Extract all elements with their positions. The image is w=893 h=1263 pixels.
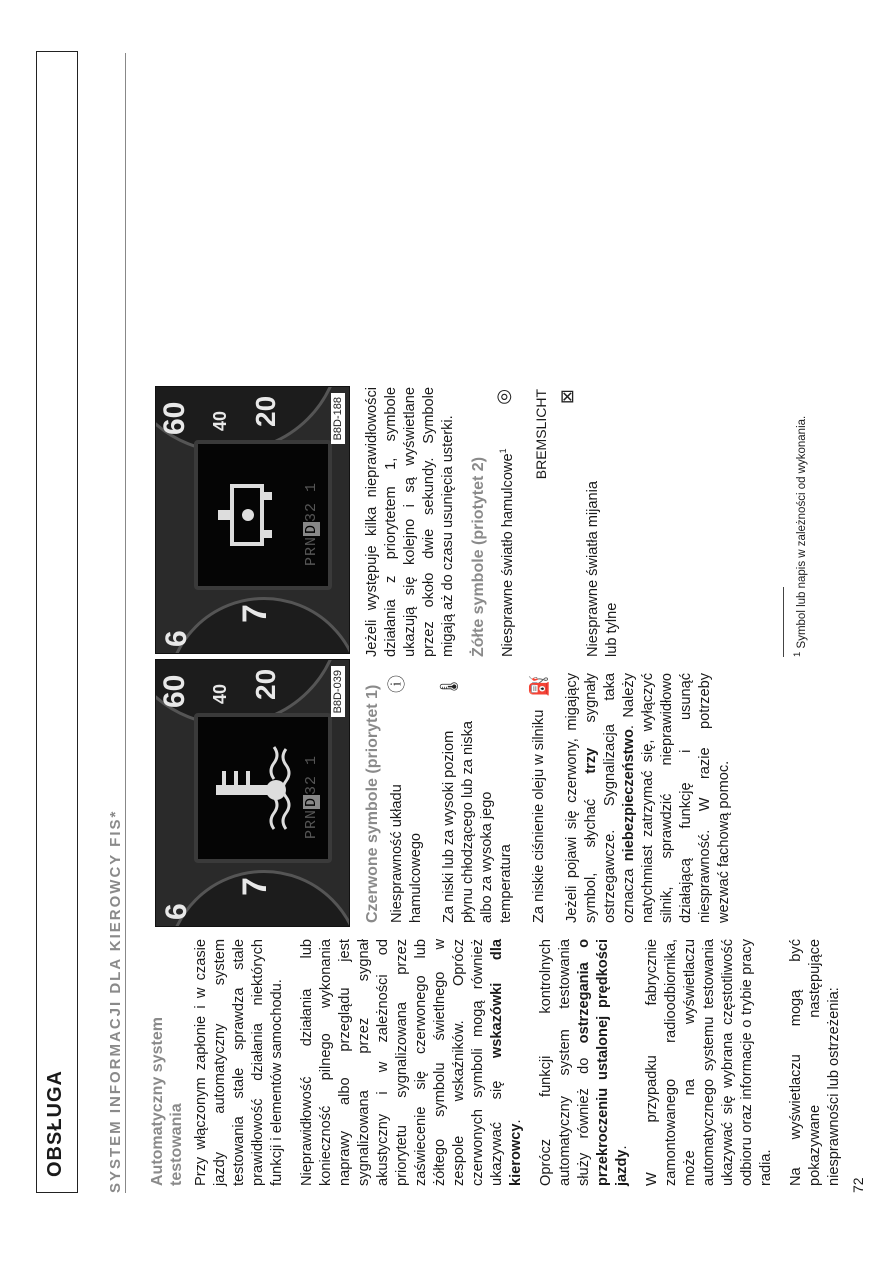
column-1 <box>148 939 855 1186</box>
p2-bold: wskazówki dla kierowcy <box>489 938 524 1186</box>
coolant-thermometer-icon <box>198 717 298 859</box>
p2-text: Nieprawidłowość działania lub konieczność pilnego wykonania naprawy albo przeglądu jest sygnalizowana przez sygnał akustyczny i w zależności od priorytetu sygnalizowana przez zaświecenie się czerwonego lub żółtego symbolu świetlnego w zespole wskaźników. Oprócz czerwonych symboli mogą również ukazywać się <box>299 939 505 1186</box>
chapter-rule <box>125 53 126 1193</box>
coolant-text: Za niski lub za wysoki poziom płynu chłodzącego lub za niska albo za wysoka jego temperatura <box>441 720 514 923</box>
heading-yellow-symbols: Żółte symbole (priotytet 2) <box>470 456 487 657</box>
symbol-item-coolant <box>440 673 516 923</box>
gear-numbers: 32 1 <box>303 754 320 795</box>
p-red-c: sygnały ostrzegawcze. Sygnalizacja taka oznacza <box>583 673 637 923</box>
gauge-label-20: 20 <box>250 395 281 427</box>
gauge-label-6: 6 <box>160 630 193 647</box>
section-box <box>36 51 78 1193</box>
paragraph-red-warning <box>563 673 734 923</box>
footnote-rule <box>783 587 784 657</box>
gauge-label-60: 60 <box>158 674 191 708</box>
symbol-item-brake-light <box>494 387 518 657</box>
paragraph-1: Przy włączonym zapłonie i w czasie jazdy automatyczny system testowania stale sprawdza stale prawidłowość działania niektórych funkcji i elementów samochodu. <box>193 939 285 1186</box>
gear-selected: D <box>303 796 320 807</box>
paragraph-4: W przypadku fabrycznie zamontowanego radioodbiornika, może na wyświetlaczu automatycznego systemu testowania ukazywać się wybrana częstotliwość odbioru oraz informacje o trybie pracy radia. <box>644 939 774 1186</box>
figure-code-1: B8D-039 <box>331 666 345 717</box>
column-3 <box>363 387 636 657</box>
gauge-label-7: 7 <box>236 604 274 623</box>
figure-code-2: B8D-188 <box>331 393 345 444</box>
p3-text: Oprócz funkcji kontrolnych automatyczny system testowania służy również do <box>538 939 592 1186</box>
section-title: OBSŁUGA <box>44 1070 66 1177</box>
instrument-panel-2 <box>155 386 350 654</box>
gauge-label-7: 7 <box>236 877 274 896</box>
brake-circle-icon: ⓘ <box>387 675 407 693</box>
brake-light-icon: ◎ <box>493 389 513 405</box>
oil-can-icon: ⛽ <box>529 675 549 698</box>
instrument-panel-1 <box>155 659 350 927</box>
oil-text: Za niskie ciśnienie oleju w silniku <box>531 709 547 923</box>
bremslicht-label: BREMSLICHT <box>532 389 549 480</box>
heading-red-symbols: Czerwone symbole (priorytet 1) <box>364 684 381 923</box>
column-2 <box>363 673 745 923</box>
display-screen-2 <box>194 440 332 590</box>
footnote-number: 1 <box>792 651 803 657</box>
paragraph-multiple: Jeżeli występuje kilka nieprawidłowości działania z priorytetem 1, symbole ukazują się kolejno i są wyświetlane przez około dwie sekundy. Symbole migają aż do czasu usunięcia usterki. <box>364 387 456 657</box>
prnd-label: PRN <box>303 808 320 839</box>
multiple-warning-icon <box>198 444 298 586</box>
prnd-label: PRN <box>303 535 320 566</box>
brake-light-text: Niesprawne światło hamulcowe <box>499 453 516 657</box>
brake-text: Niesprawność układu hamulcowego <box>389 784 424 923</box>
gear-selected: D <box>303 523 320 534</box>
footnote-text: Symbol lub napis w zależności od wykonania. <box>795 415 808 649</box>
gear-numbers: 32 1 <box>303 481 320 522</box>
heading-auto-test: Automatyczny system testowania <box>149 1017 185 1186</box>
p-red-a: Jeżeli pojawi się czerwony, migający symbol, słychać <box>564 673 599 923</box>
gear-indicator-2 <box>303 482 320 566</box>
gauge-label-20: 20 <box>250 668 281 700</box>
symbol-item-brake <box>388 673 426 923</box>
coolant-thermometer-icon: 🌡 <box>439 675 459 698</box>
bulb-failure-icon: ⊠ <box>556 389 577 405</box>
p-red-e: . Należy natychmiast zatrzymać się, wyłączyć silnik, sprawdzić nieprawidłowo działającą funkcję i usunąć niesprawność. W razie potrzeby wezwać fachową pomoc. <box>621 673 732 923</box>
paragraph-2: Nieprawidłowość działania lub konieczność pilnego wykonania naprawy albo przeglądu jest sygnalizowana przez sygnał akustyczny i w zależności od priorytetu sygnalizowana przez zaświecenie się czerwonego lub żółtego symbolu świetlnego w zespole wskaźników. Oprócz czerwonych symboli mogą również ukazywać się wskazówki dla kierowcy. <box>299 938 524 1186</box>
lights-text: Niesprawne światła mijania lub tylne <box>584 480 620 657</box>
page-number: 72 <box>850 1177 866 1193</box>
paragraph-5: Na wyświetlaczu mogą być pokazywane następujące niesprawności lub ostrzeżenia: <box>788 939 842 1186</box>
display-screen-1 <box>194 713 332 863</box>
p3-bold: ostrzegania o przekroczeniu ustalonej prędkości jazdy <box>576 939 630 1186</box>
footnote-ref: 1 <box>498 448 508 454</box>
gear-indicator-1 <box>303 755 320 839</box>
gauge-label-40: 40 <box>210 683 230 704</box>
footnote <box>792 416 808 657</box>
p-red-b: trzy <box>583 747 599 774</box>
gauge-label-6: 6 <box>160 903 193 920</box>
p-red-d: niebezpieczeństwo <box>621 729 637 862</box>
symbol-item-oil <box>530 673 549 923</box>
chapter-title: SYSTEM INFORMACJI DLA KIEROWCY FIS* <box>107 809 124 1193</box>
gauge-label-60: 60 <box>158 401 191 435</box>
paragraph-3: Oprócz funkcji kontrolnych automatyczny system testowania służy również do ostrzegania o przekroczeniu ustalonej prędkości jazdy. <box>538 939 630 1186</box>
symbol-item-lights <box>556 387 622 657</box>
bremslicht-row <box>532 387 552 657</box>
gauge-label-40: 40 <box>210 410 230 431</box>
